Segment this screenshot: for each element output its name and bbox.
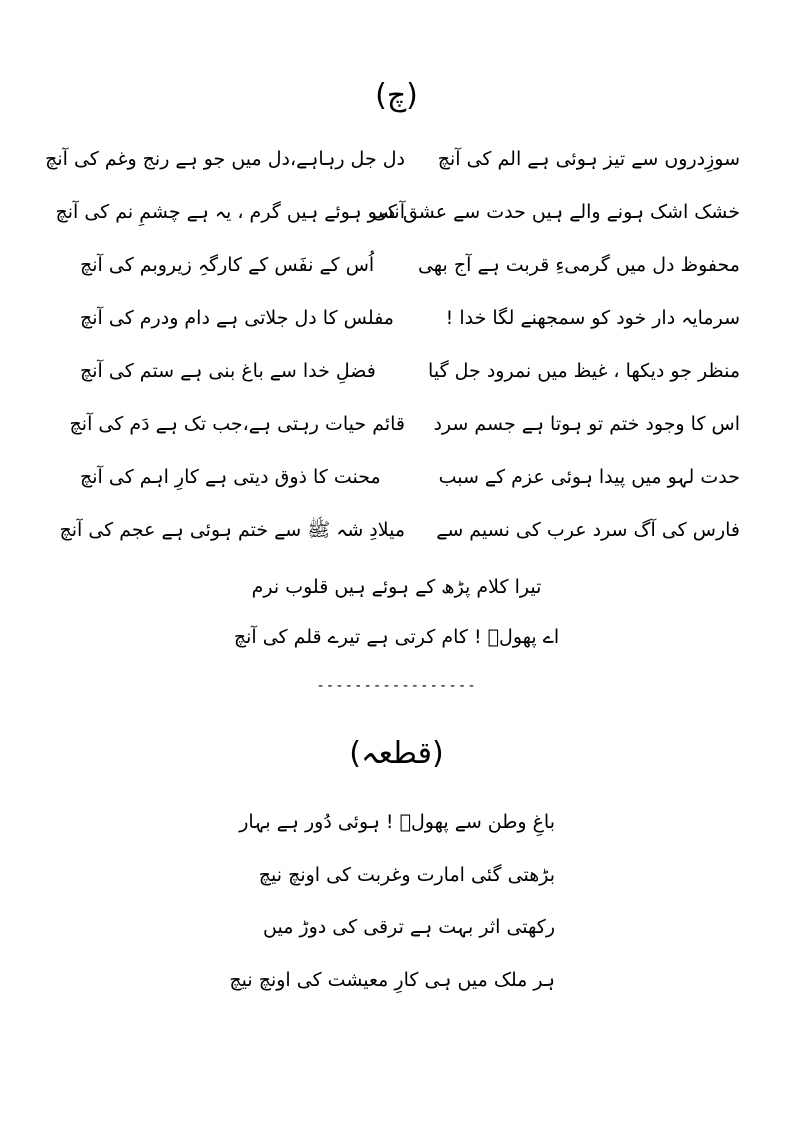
couplet-second-line: اُس کے نفَس کے کارگہِ زیروبم کی آنچ: [80, 254, 375, 276]
qita-heading: (قطعہ): [349, 736, 444, 771]
couplet: [80, 351, 740, 391]
couplet-second-line: میلادِ شہ ﷺ سے ختم ہوئی ہے عجم کی آنچ: [59, 519, 405, 541]
couplet-first-line: منظر جو دیکھا ، غیظ میں نمرود جل گیا: [428, 360, 740, 382]
couplet-second-line: آنسو ہوئے ہیں گرم ، یہ ہے چشمِ نم کی آنچ: [55, 201, 405, 223]
couplet: [55, 192, 740, 232]
couplet: [45, 139, 740, 179]
couplet: [69, 404, 740, 444]
closing-first-line: تیرا کلام پڑھ کے ہوئے ہیں قلوب نرم: [251, 576, 542, 598]
couplet-first-line: سوزِدروں سے تیز ہوئی ہے الم کی آنچ: [437, 148, 740, 170]
couplet-first-line: فارس کی آگ سرد عرب کی نسیم سے: [436, 519, 740, 541]
closing-second-line: اے پھولؔ ! کام کرتی ہے تیرے قلم کی آنچ: [233, 626, 560, 648]
couplet-second-line: محنت کا ذوق دیتی ہے کارِ اہم کی آنچ: [80, 466, 381, 488]
qita-line: بڑھتی گئی امارت وغربت کی اونچ نیچ: [258, 864, 555, 886]
couplet: [80, 298, 740, 338]
couplet: [80, 457, 740, 497]
section-heading: (چ): [375, 78, 418, 113]
qita-line: ہر ملک میں ہی کارِ معیشت کی اونچ نیچ: [229, 969, 555, 991]
couplet: [80, 245, 740, 285]
couplet-second-line: دل جل رہاہے،دل میں جو ہے رنج وغم کی آنچ: [45, 148, 405, 170]
couplet-first-line: محفوظ دل میں گرمیءِ قربت ہے آج بھی: [417, 254, 740, 276]
couplet-second-line: مفلس کا دل جلاتی ہے دام ودرم کی آنچ: [80, 307, 394, 329]
section-divider: -----------------: [316, 678, 477, 694]
couplet-second-line: فضلِ خدا سے باغ بنی ہے ستم کی آنچ: [80, 360, 376, 382]
couplet-second-line: قائم حیات رہتی ہے،جب تک ہے دَم کی آنچ: [69, 413, 405, 435]
couplet-first-line: سرمایہ دار خود کو سمجھنے لگا خدا !: [445, 307, 740, 329]
couplet: [59, 510, 740, 550]
couplet-first-line: خشک اشک ہونے والے ہیں حدت سے عشق کی: [372, 201, 740, 223]
couplet-first-line: حدت لہو میں پیدا ہوئی عزم کے سبب: [438, 466, 740, 488]
qita-line: باغِ وطن سے پھولؔ ! ہوئی دُور ہے بہار: [239, 811, 555, 833]
qita-line: رکھتی اثر بہت ہے ترقی کی دوڑ میں: [263, 916, 555, 938]
couplet-first-line: اس کا وجود ختم تو ہوتا ہے جسم سرد: [433, 413, 740, 435]
